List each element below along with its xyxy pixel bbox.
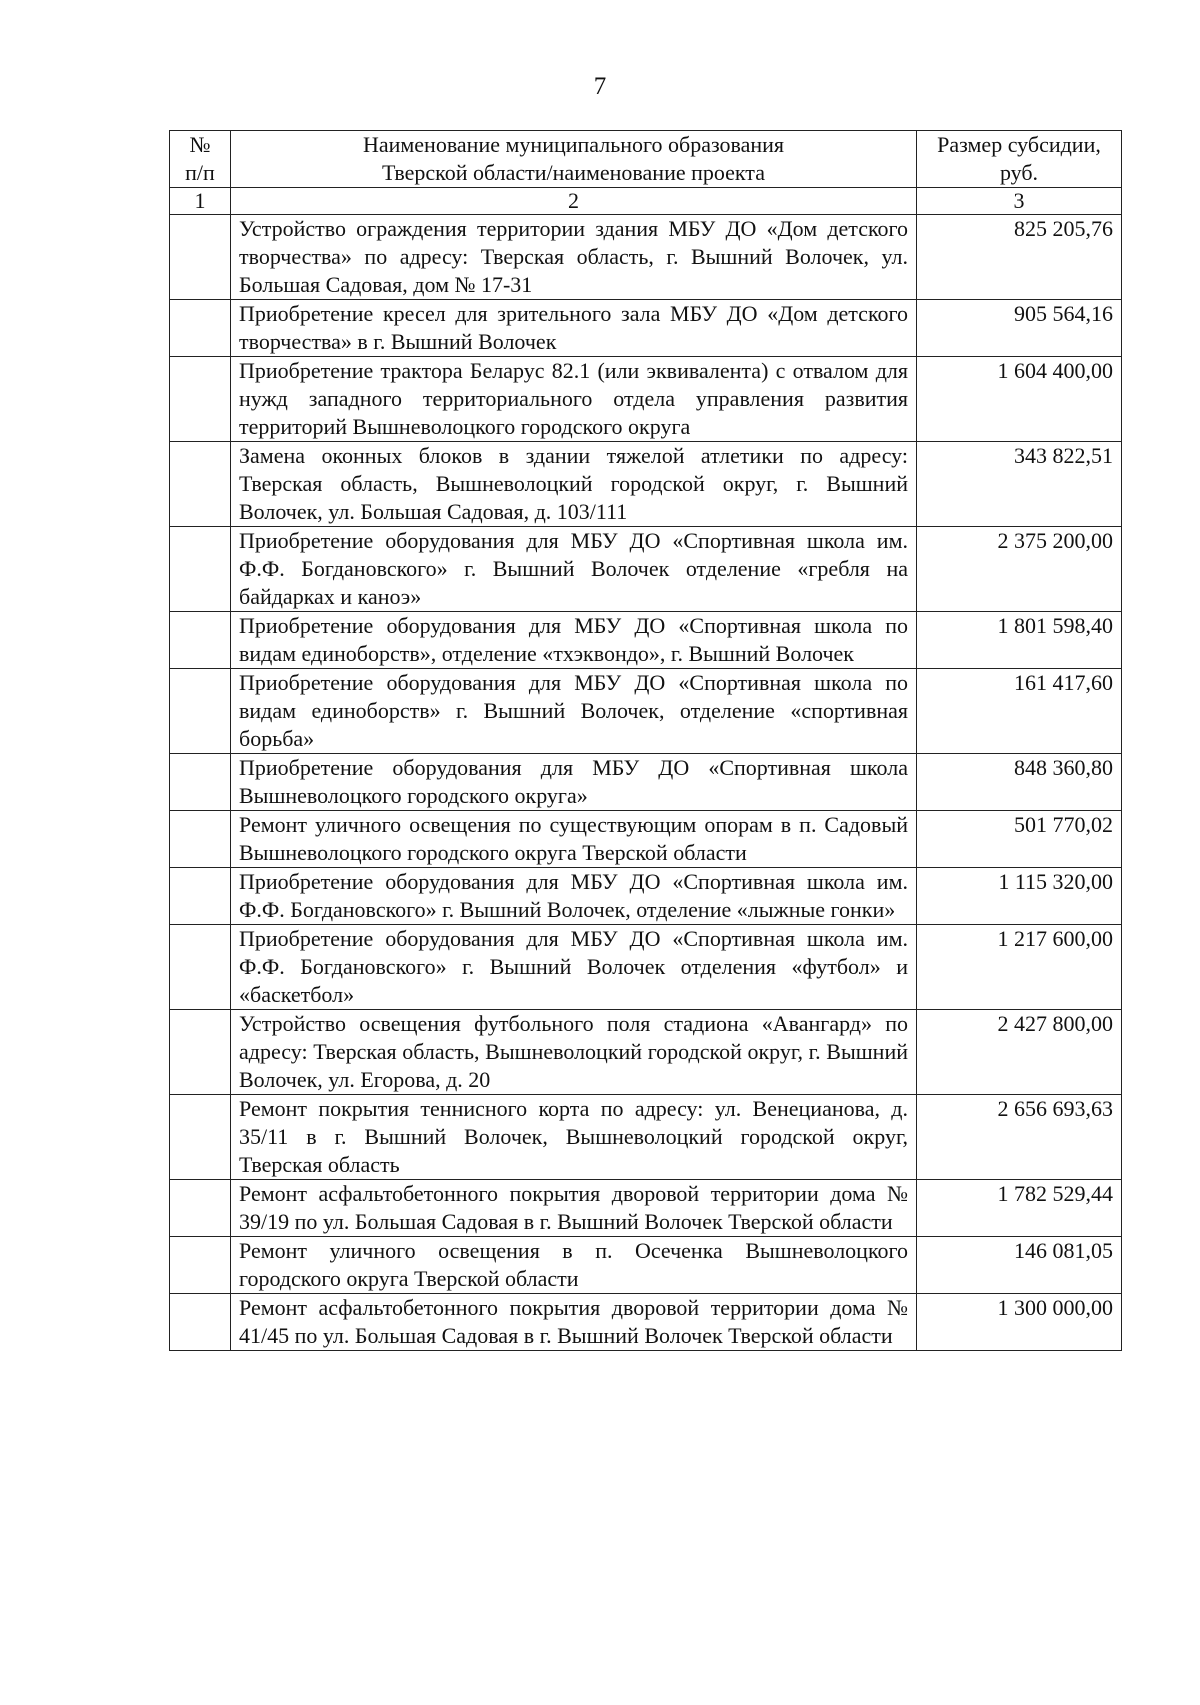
header-name xyxy=(231,131,917,188)
row-number xyxy=(170,669,231,754)
project-name: Приобретение кресел для зрительного зала МБУ ДО «Дом детского творчества» в г. Вышний Волочек xyxy=(231,300,917,357)
subsidy-amount: 1 801 598,40 xyxy=(917,612,1122,669)
column-index-1: 1 xyxy=(170,188,231,215)
table-row xyxy=(170,811,1122,868)
subsidy-amount: 905 564,16 xyxy=(917,300,1122,357)
row-number xyxy=(170,527,231,612)
page-number: 7 xyxy=(593,73,607,100)
subsidy-amount: 343 822,51 xyxy=(917,442,1122,527)
column-index-2: 2 xyxy=(231,188,917,215)
table-row xyxy=(170,1294,1122,1351)
subsidy-amount: 1 217 600,00 xyxy=(917,925,1122,1010)
table-row xyxy=(170,754,1122,811)
subsidy-amount: 1 782 529,44 xyxy=(917,1180,1122,1237)
table-row xyxy=(170,868,1122,925)
table-row xyxy=(170,442,1122,527)
row-number xyxy=(170,811,231,868)
table-row xyxy=(170,527,1122,612)
table-row xyxy=(170,300,1122,357)
project-name: Ремонт уличного освещения по существующим опорам в п. Садовый Вышневолоцкого городского округа Тверской области xyxy=(231,811,917,868)
table-row xyxy=(170,357,1122,442)
table-row xyxy=(170,1010,1122,1095)
header-name-line1: Наименование муниципального образования xyxy=(362,132,785,157)
row-number xyxy=(170,357,231,442)
project-name: Устройство ограждения территории здания МБУ ДО «Дом детского творчества» по адресу: Тверская область, г. Вышний Волочек, ул. Большая Садовая, дом № 17-31 xyxy=(231,215,917,300)
subsidy-amount: 161 417,60 xyxy=(917,669,1122,754)
header-amount xyxy=(917,131,1122,188)
table-row xyxy=(170,925,1122,1010)
table-row xyxy=(170,669,1122,754)
row-number xyxy=(170,1010,231,1095)
table-row xyxy=(170,612,1122,669)
row-number xyxy=(170,1095,231,1180)
subsidy-amount: 1 604 400,00 xyxy=(917,357,1122,442)
project-name: Приобретение оборудования для МБУ ДО «Спортивная школа по видам единоборств» г. Вышний Волочек, отделение «спортивная борьба» xyxy=(231,669,917,754)
subsidy-amount: 501 770,02 xyxy=(917,811,1122,868)
project-name: Приобретение оборудования для МБУ ДО «Спортивная школа им. Ф.Ф. Богдановского» г. Вышний Волочек отделения «футбол» и «баскетбол» xyxy=(231,925,917,1010)
subsidy-amount: 2 375 200,00 xyxy=(917,527,1122,612)
table-row xyxy=(170,215,1122,300)
project-name: Устройство освещения футбольного поля стадиона «Авангард» по адресу: Тверская область, Вышневолоцкий городской округ, г. Вышний Волочек, ул. Егорова, д. 20 xyxy=(231,1010,917,1095)
row-number xyxy=(170,300,231,357)
table-row xyxy=(170,1095,1122,1180)
subsidy-amount: 2 656 693,63 xyxy=(917,1095,1122,1180)
subsidy-amount: 1 300 000,00 xyxy=(917,1294,1122,1351)
project-name: Приобретение трактора Беларус 82.1 (или эквивалента) с отвалом для нужд западного территориального отдела управления развития территорий Вышневолоцкого городского округа xyxy=(231,357,917,442)
subsidy-amount: 2 427 800,00 xyxy=(917,1010,1122,1095)
subsidy-amount: 848 360,80 xyxy=(917,754,1122,811)
row-number xyxy=(170,442,231,527)
row-number xyxy=(170,925,231,1010)
table-row xyxy=(170,1237,1122,1294)
column-index-3: 3 xyxy=(917,188,1122,215)
project-name: Ремонт уличного освещения в п. Осеченка Вышневолоцкого городского округа Тверской области xyxy=(231,1237,917,1294)
subsidy-amount: 1 115 320,00 xyxy=(917,868,1122,925)
project-name: Замена оконных блоков в здании тяжелой атлетики по адресу: Тверская область, Вышневолоцкий городской округ, г. Вышний Волочек, ул. Большая Садовая, д. 103/111 xyxy=(231,442,917,527)
row-number xyxy=(170,612,231,669)
subsidy-table xyxy=(169,130,1122,1351)
header-number xyxy=(170,131,231,188)
project-name: Приобретение оборудования для МБУ ДО «Спортивная школа им. Ф.Ф. Богдановского» г. Вышний Волочек отделение «гребля на байдарках и каноэ» xyxy=(231,527,917,612)
row-number xyxy=(170,1180,231,1237)
row-number xyxy=(170,754,231,811)
row-number xyxy=(170,215,231,300)
table-row xyxy=(170,1180,1122,1237)
project-name: Ремонт асфальтобетонного покрытия дворовой территории дома № 41/45 по ул. Большая Садовая в г. Вышний Волочек Тверской области xyxy=(231,1294,917,1351)
project-name: Приобретение оборудования для МБУ ДО «Спортивная школа им. Ф.Ф. Богдановского» г. Вышний Волочек, отделение «лыжные гонки» xyxy=(231,868,917,925)
row-number xyxy=(170,1237,231,1294)
header-number-line1: № xyxy=(189,132,211,157)
project-name: Приобретение оборудования для МБУ ДО «Спортивная школа Вышневолоцкого городского округа» xyxy=(231,754,917,811)
header-number-line2: п/п xyxy=(185,160,215,185)
header-amount-line2: руб. xyxy=(999,160,1039,185)
project-name: Приобретение оборудования для МБУ ДО «Спортивная школа по видам единоборств», отделение «тхэквондо», г. Вышний Волочек xyxy=(231,612,917,669)
row-number xyxy=(170,1294,231,1351)
column-index-row xyxy=(170,188,1122,215)
project-name: Ремонт покрытия теннисного корта по адресу: ул. Венецианова, д. 35/11 в г. Вышний Волочек, Вышневолоцкий городской округ, Тверская область xyxy=(231,1095,917,1180)
project-name: Ремонт асфальтобетонного покрытия дворовой территории дома № 39/19 по ул. Большая Садовая в г. Вышний Волочек Тверской области xyxy=(231,1180,917,1237)
header-amount-line1: Размер субсидии, xyxy=(937,132,1101,157)
table-header-row xyxy=(170,131,1122,188)
subsidy-amount: 825 205,76 xyxy=(917,215,1122,300)
row-number xyxy=(170,868,231,925)
subsidy-amount: 146 081,05 xyxy=(917,1237,1122,1294)
header-name-line2: Тверской области/наименование проекта xyxy=(382,160,765,185)
